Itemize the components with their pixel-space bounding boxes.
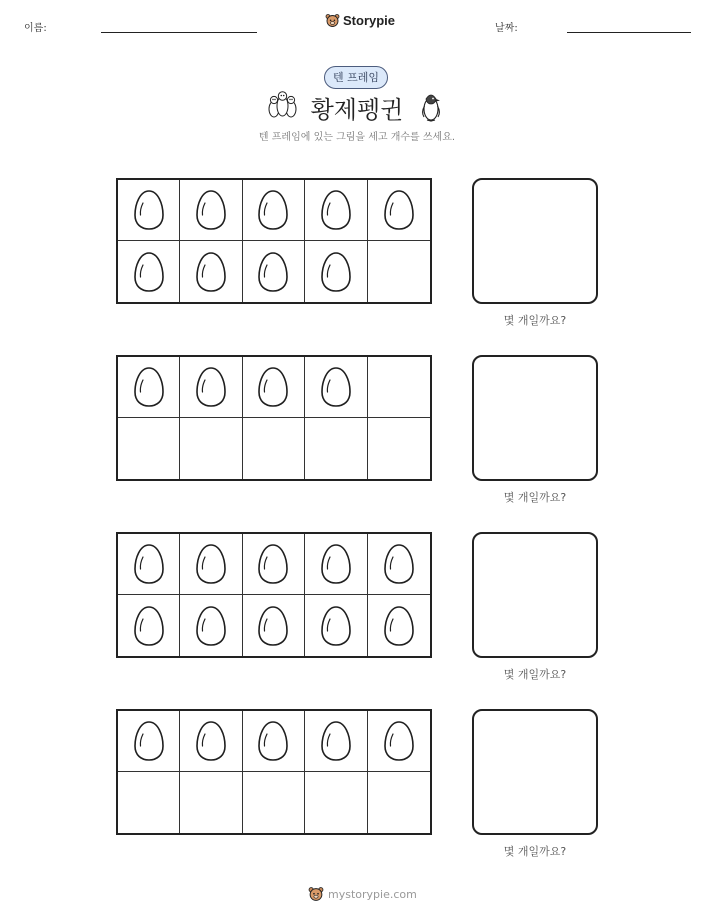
brand-name: Storypie xyxy=(343,13,396,28)
name-line[interactable] xyxy=(101,32,257,33)
bear-logo-icon xyxy=(325,13,340,28)
egg-icon xyxy=(257,605,289,647)
brand-logo xyxy=(325,13,395,28)
bear-logo-icon xyxy=(308,886,324,902)
page-title: 황제펭귄 xyxy=(310,96,404,124)
egg-icon xyxy=(257,366,289,408)
ten-frame-cell xyxy=(118,241,180,302)
ten-frame-cell xyxy=(118,595,180,656)
egg-icon xyxy=(257,543,289,585)
ten-frame-cell xyxy=(368,711,430,772)
ten-frame-cell xyxy=(305,772,367,833)
egg-icon xyxy=(195,189,227,231)
ten-frame-cell xyxy=(180,534,242,595)
ten-frame-cell xyxy=(305,534,367,595)
egg-icon xyxy=(195,543,227,585)
egg-icon xyxy=(195,605,227,647)
ten-frame-cell xyxy=(368,595,430,656)
ten-frame-cell xyxy=(368,534,430,595)
egg-icon xyxy=(320,720,352,762)
date-line[interactable] xyxy=(567,32,691,33)
ten-frame-cell xyxy=(180,595,242,656)
egg-icon xyxy=(195,720,227,762)
topic-badge: 텐 프레임 xyxy=(324,66,388,89)
ten-frame-1 xyxy=(116,178,432,304)
egg-icon xyxy=(320,543,352,585)
ten-frame-cell xyxy=(118,534,180,595)
name-label: 이름: xyxy=(24,23,47,34)
egg-icon xyxy=(133,720,165,762)
ten-frame-cell xyxy=(118,418,180,479)
ten-frame-3 xyxy=(116,532,432,658)
ten-frame-cell xyxy=(180,418,242,479)
ten-frame-cell xyxy=(118,357,180,418)
ten-frame-2 xyxy=(116,355,432,481)
ten-frame-cell xyxy=(368,772,430,833)
ten-frame-cell xyxy=(305,241,367,302)
ten-frame-cell xyxy=(180,711,242,772)
ten-frame-cell xyxy=(243,711,305,772)
ten-frame-cell xyxy=(243,534,305,595)
date-label: 날짜: xyxy=(495,23,518,34)
egg-icon xyxy=(133,189,165,231)
egg-icon xyxy=(383,543,415,585)
question-label-4: 몇 개일까요? xyxy=(503,845,567,858)
ten-frame-cell xyxy=(243,772,305,833)
answer-box-3[interactable] xyxy=(472,532,598,658)
ten-frame-cell xyxy=(305,357,367,418)
ten-frame-cell xyxy=(180,180,242,241)
answer-box-1[interactable] xyxy=(472,178,598,304)
ten-frame-cell xyxy=(180,241,242,302)
egg-icon xyxy=(133,605,165,647)
answer-box-2[interactable] xyxy=(472,355,598,481)
egg-icon xyxy=(257,251,289,293)
ten-frame-cell xyxy=(243,241,305,302)
egg-icon xyxy=(320,189,352,231)
egg-icon xyxy=(383,605,415,647)
ten-frame-cell xyxy=(243,180,305,241)
footer xyxy=(308,886,417,902)
footer-url: mystorypie.com xyxy=(328,887,417,901)
ten-frame-cell xyxy=(305,180,367,241)
egg-icon xyxy=(383,189,415,231)
ten-frame-cell xyxy=(305,595,367,656)
ten-frame-cell xyxy=(368,357,430,418)
ten-frame-cell xyxy=(180,772,242,833)
question-label-2: 몇 개일까요? xyxy=(503,491,567,504)
egg-icon xyxy=(320,251,352,293)
ten-frame-cell xyxy=(368,241,430,302)
egg-icon xyxy=(320,605,352,647)
question-label-3: 몇 개일까요? xyxy=(503,668,567,681)
ten-frame-cell xyxy=(368,418,430,479)
instruction-text: 텐 프레임에 있는 그림을 세고 개수를 쓰세요. xyxy=(258,132,456,143)
ten-frame-cell xyxy=(118,180,180,241)
ten-frame-cell xyxy=(368,180,430,241)
ten-frame-cell xyxy=(180,357,242,418)
ten-frame-cell xyxy=(243,595,305,656)
egg-icon xyxy=(257,189,289,231)
egg-icon xyxy=(383,720,415,762)
answer-box-4[interactable] xyxy=(472,709,598,835)
egg-icon xyxy=(320,366,352,408)
ten-frame-cell xyxy=(118,772,180,833)
egg-icon xyxy=(257,720,289,762)
penguin-icon xyxy=(418,90,444,122)
question-label-1: 몇 개일까요? xyxy=(503,314,567,327)
ten-frame-cell xyxy=(243,357,305,418)
ten-frame-cell xyxy=(305,418,367,479)
egg-icon xyxy=(195,366,227,408)
ten-frame-4 xyxy=(116,709,432,835)
ten-frame-cell xyxy=(118,711,180,772)
ten-frame-cell xyxy=(243,418,305,479)
egg-icon xyxy=(195,251,227,293)
egg-icon xyxy=(133,366,165,408)
ten-frame-cell xyxy=(305,711,367,772)
egg-icon xyxy=(133,543,165,585)
egg-icon xyxy=(133,251,165,293)
